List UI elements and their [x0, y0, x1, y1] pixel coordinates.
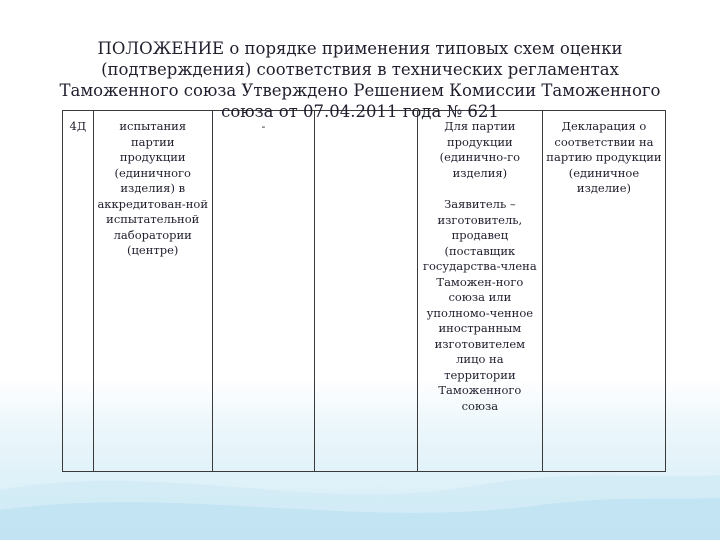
scheme-table: [62, 110, 666, 472]
dash-cell: -: [212, 111, 315, 472]
page-title: ПОЛОЖЕНИЕ о порядке применения типовых схем оценки (подтверждения) соответствия в технических регламентах Таможенного союза Утверждено Решением Комиссии Таможенного союза от 07.04.2011 года № 621: [59, 39, 661, 121]
table-row: [63, 111, 666, 472]
document-cell: Декларация о соответствии на партию продукции (единичное изделие): [542, 111, 665, 472]
testing-cell: испытания партии продукции (единичного изделия) в аккредитован-ной испытательной лаборатории (центре): [93, 111, 212, 472]
applicant-text: Заявитель – изготовитель, продавец (поставщик государства-члена Таможен-ного союза или уполномо-ченное иностранным изготовителем лицо на территории Таможенного союза: [422, 197, 537, 413]
empty-cell: [315, 111, 418, 472]
applied-to-text: Для партии продукции (единично-го изделия): [439, 119, 521, 180]
cell-spacer: [421, 181, 539, 197]
scheme-code-cell: 4Д: [63, 111, 94, 472]
applied-to-cell: [417, 111, 542, 472]
